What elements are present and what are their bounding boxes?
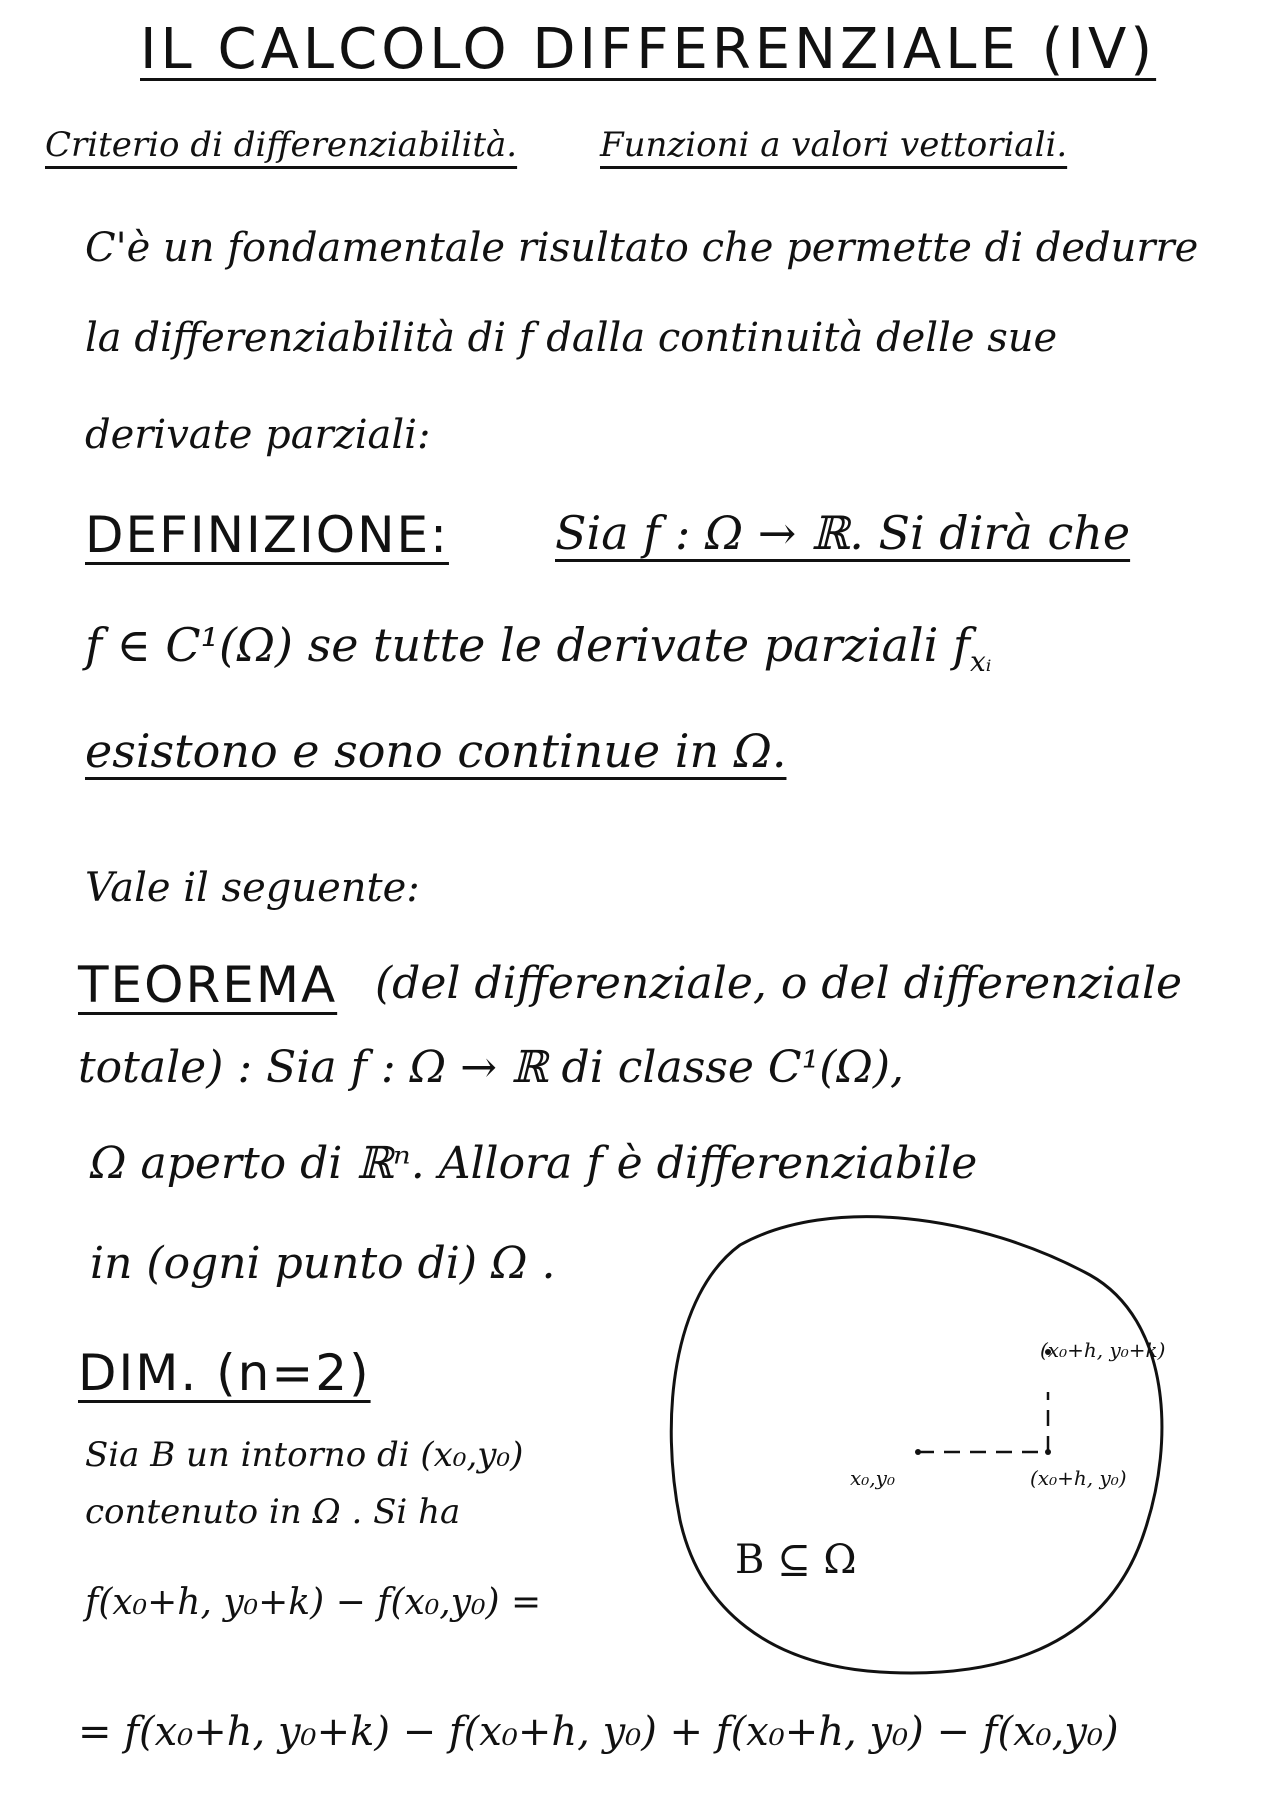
- theorem-line-3: Ω aperto di ℝⁿ. Allora f è differenziabile: [90, 1138, 978, 1189]
- definition-line-1: Sia f : Ω → ℝ. Si dirà che: [555, 506, 1131, 560]
- proof-label: DIM. (n=2): [78, 1344, 371, 1402]
- subtitle-criterion: Criterio di differenziabilità.: [45, 125, 518, 165]
- proof-line-4: = f(x₀+h, y₀+k) − f(x₀+h, y₀) + f(x₀+h, y₀) − f(x₀,y₀): [78, 1709, 1119, 1755]
- definition-subscript: xᵢ: [969, 645, 992, 679]
- proof-line-2: contenuto in Ω . Si ha: [85, 1492, 461, 1532]
- intro-line-3: derivate parziali:: [85, 412, 431, 458]
- theorem-label: TEOREMA: [78, 956, 338, 1014]
- set-inclusion-label: B ⊆ Ω: [735, 1537, 857, 1583]
- definition-line-3: esistono e sono continue in Ω.: [85, 724, 787, 778]
- theorem-line-1: (del differenziale, o del differenziale: [375, 958, 1183, 1009]
- neighbourhood-boundary: [671, 1217, 1162, 1673]
- point-top-label: (x₀+h, y₀+k): [1040, 1338, 1166, 1362]
- theorem-line-4: in (ogni punto di) Ω .: [90, 1238, 556, 1289]
- increment-dashed-path: [918, 1392, 1048, 1452]
- theorem-line-2: totale) : Sia f : Ω → ℝ di classe C¹(Ω),: [78, 1042, 905, 1093]
- definition-line-2-text: f ∈ C¹(Ω) se tutte le derivate parziali f: [85, 618, 970, 672]
- proof-line-1: Sia B un intorno di (x₀,y₀): [85, 1435, 524, 1475]
- point-origin-dot: [915, 1449, 921, 1455]
- definition-label: DEFINIZIONE:: [85, 506, 449, 564]
- point-right-dot: [1045, 1449, 1051, 1455]
- vale-text: Vale il seguente:: [85, 865, 420, 911]
- proof-line-3: f(x₀+h, y₀+k) − f(x₀,y₀) =: [85, 1582, 542, 1623]
- intro-line-2: la differenziabilità di f dalla continuità delle sue: [85, 315, 1058, 361]
- subtitle-vector-functions: Funzioni a valori vettoriali.: [600, 125, 1068, 165]
- intro-line-1: C'è un fondamentale risultato che permette di dedurre: [85, 225, 1199, 271]
- page-title: IL CALCOLO DIFFERENZIALE (IV): [140, 17, 1157, 82]
- point-origin-label: x₀,y₀: [850, 1466, 895, 1490]
- point-right-label: (x₀+h, y₀): [1030, 1466, 1127, 1490]
